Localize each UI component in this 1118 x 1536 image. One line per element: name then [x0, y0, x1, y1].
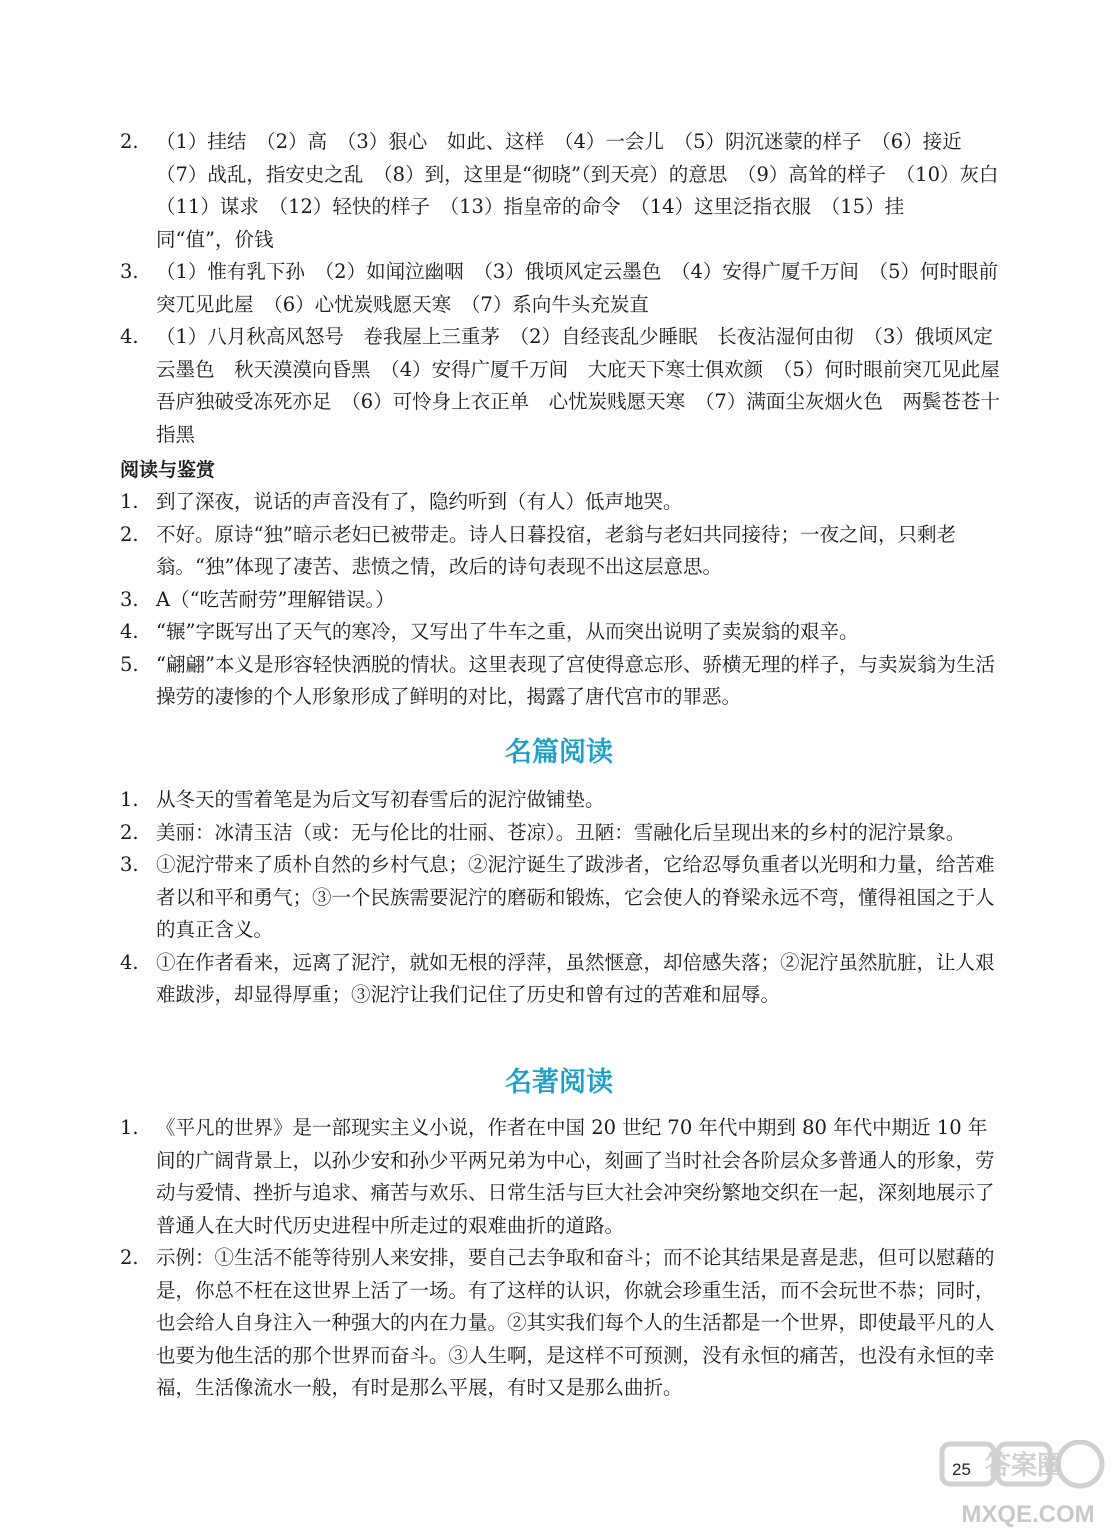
item-text: （1）挂结 （2）高 （3）狠心 如此、这样 （4）一会儿 （5）阴沉迷蒙的样子 （6）接近 （7）战乱，指安史之乱 （8）到，这里是“彻晓”（到天亮）的意思 （9）高耸的样子 （10）灰白 （11）谋求 （12）轻快的样子 （13）指皇帝的命令 （14）这里泛指衣服 （15）挂 同“值”，价钱 [156, 130, 1018, 251]
watermark-logo [938, 1440, 1110, 1530]
list-item [120, 486, 1000, 519]
item-text: “翩翩”本义是形容轻快洒脱的情状。这里表现了宫使得意忘形、骄横无理的样子，与卖炭翁为生活操劳的凄惨的个人形象形成了鲜明的对比，揭露了唐代宫市的罪恶。 [156, 652, 995, 708]
item-text: 美丽：冰清玉洁（或：无与伦比的壮丽、苍凉）。丑陋：雪融化后呈现出来的乡村的泥泞景象。 [156, 820, 966, 844]
item-number: 1. [120, 788, 139, 811]
watermark-bottom: MXQE.COM [961, 1501, 1095, 1528]
vocab-section [120, 126, 1020, 451]
item-text: A（“吃苦耐劳”理解错误。） [156, 587, 395, 611]
list-item [120, 784, 1000, 817]
item-text: 示例：①生活不能等待别人来安排，要自己去争取和奋斗；而不论其结果是喜是悲，但可以慰藉的是，你总不枉在这世界上活了一场。有了这样的认识，你就会珍重生活，而不会玩世不恭；同时，也会给人自身注入一种强大的内在力量。②其实我们每个人的生活都是一个世界，即使最平凡的人也要为他生活的那个世界而奋斗。③人生啊，是这样不可预测，没有永恒的痛苦，也没有永恒的幸福，生活像流水一般，有时是那么平展，有时又是那么曲折。 [156, 1246, 995, 1399]
item-number: 4. [120, 950, 139, 974]
section-title: 名篇阅读 [505, 737, 613, 768]
item-text: 《平凡的世界》是一部现实主义小说，作者在中国 20 世纪 70 年代中期到 80 年代中期近 10 年间的广阔背景上，以孙少安和孙少平两兄弟为中心，刻画了当时社会各阶层众多普通人的形象，劳动与爱情、挫折与追求、痛苦与欢乐、日常生活与巨大社会冲突纷繁地交织在一起，深刻地展示了普通人在大时代历史进程中所走过的艰难曲折的道路。 [156, 1116, 995, 1237]
item-number: 2. [120, 130, 139, 153]
item-number: 3. [120, 853, 139, 876]
item-number: 3. [120, 587, 139, 611]
famous-essay-section [120, 784, 1000, 1012]
list-item [120, 616, 1000, 649]
watermark-top: 答案圈 [984, 1451, 1064, 1481]
item-text: （1）八月秋高风怒号 卷我屋上三重茅 （2）自经丧乱少睡眠 长夜沾湿何由彻 （3）俄顷风定云墨色 秋天漠漠向昏黑 （4）安得广厦千万间 大庇天下寒士俱欢颜 （5）何时眼前突兀见此屋 吾庐独破受冻死亦足 （6）可怜身上衣正单 心忧炭贱愿天寒 （7）满面尘灰烟火色 两鬓苍苍十指黑 [156, 325, 1020, 446]
section-title: 名著阅读 [505, 1067, 613, 1098]
item-number: 4. [120, 325, 139, 348]
list-item [120, 126, 1018, 256]
item-text: 不好。原诗“独”暗示老妇已被带走。诗人日暮投宿，老翁与老妇共同接待；一夜之间，只剩老翁。“独”体现了凄苦、悲愤之情，改后的诗句表现不出这层意思。 [156, 522, 956, 578]
classic-book-section [120, 1112, 1000, 1405]
list-item [120, 519, 1000, 584]
list-item [120, 256, 1000, 321]
item-text: 到了深夜，说话的声音没有了，隐约听到（有人）低声地哭。 [156, 490, 683, 513]
item-text: 从冬天的雪着笔是为后文写初春雪后的泥泞做铺垫。 [156, 788, 605, 811]
list-item [120, 947, 1000, 1012]
item-text: “辗”字既写出了天气的寒冷，又写出了牛车之重，从而突出说明了卖炭翁的艰辛。 [156, 620, 859, 643]
list-item [120, 321, 1020, 451]
item-number: 5. [120, 652, 139, 676]
list-item [120, 649, 1000, 714]
item-text: ①在作者看来，远离了泥泞，就如无根的浮萍，虽然惬意，却倍感失落；②泥泞虽然肮脏，让人艰难跋涉，却显得厚重；③泥泞让我们记住了历史和曾有过的苦难和屈辱。 [156, 950, 995, 1006]
list-item [120, 1112, 1000, 1242]
item-text: ①泥泞带来了质朴自然的乡村气息；②泥泞诞生了跋涉者，它给忍辱负重者以光明和力量，给苦难者以和平和勇气；③一个民族需要泥泞的磨砺和锻炼，它会使人的脊梁永远不弯，懂得祖国之于人的真正含义。 [156, 853, 995, 941]
list-item [120, 849, 1000, 947]
list-item [120, 817, 1000, 850]
reading-section [120, 454, 1000, 714]
item-number: 3. [120, 260, 139, 283]
item-number: 1. [120, 490, 139, 513]
section-heading: 阅读与鉴赏 [120, 459, 216, 481]
item-number: 2. [120, 522, 139, 546]
item-number: 2. [120, 820, 139, 844]
item-text: （1）惟有乳下孙 （2）如闻泣幽咽 （3）俄顷风定云墨色 （4）安得广厦千万间 （5）何时眼前突兀见此屋 （6）心忧炭贱愿天寒 （7）系向牛头充炭直 [156, 260, 999, 316]
list-item [120, 1242, 1000, 1405]
page-number: 25 [952, 1460, 971, 1479]
item-number: 2. [120, 1246, 139, 1269]
item-number: 1. [120, 1116, 139, 1139]
item-number: 4. [120, 620, 139, 643]
list-item [120, 584, 1000, 617]
